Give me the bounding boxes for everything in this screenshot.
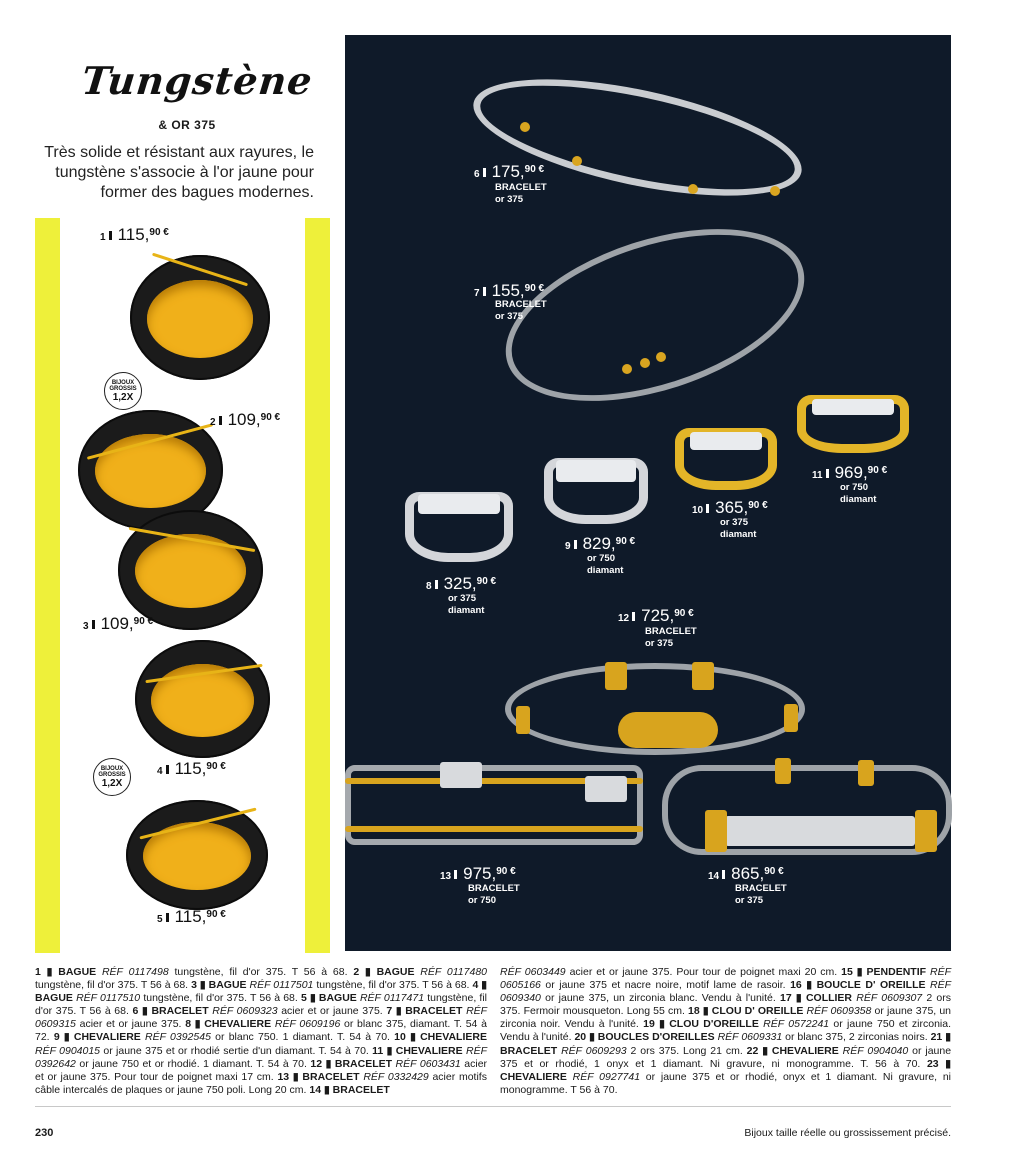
caption-11: or 750 diamant — [840, 482, 877, 505]
entry-heading: 21 ▮ BRACELET — [500, 1031, 951, 1057]
brand-subtitle: & OR 375 — [158, 118, 216, 132]
entry-reference: RÉF 0117498 — [101, 966, 169, 978]
price-tag-9: 9 829, 90 € — [565, 534, 636, 553]
price-tag-2: 2 109, 90 € — [210, 410, 281, 429]
entry-type: BAGUE — [318, 992, 357, 1005]
entry-type: CHEVALIERE — [420, 1031, 487, 1044]
entry-heading: 2 ▮ BAGUE — [353, 966, 415, 978]
entry-heading: 1 ▮ BAGUE — [35, 966, 97, 978]
gold-cap-icon — [705, 810, 727, 852]
entry-text: tungstène, fil d'or 375. T 56 à 68. — [316, 979, 470, 992]
entry-type: CHEVALIERE — [73, 1031, 141, 1044]
entry-reference: RÉF 0603449 — [500, 966, 566, 978]
entry-heading: 16 ▮ BOUCLE D' OREILLE — [790, 979, 926, 992]
entry-reference: RÉF 0609331 — [717, 1031, 783, 1044]
description-entry — [133, 1005, 387, 1017]
caption-12: BRACELET or 375 — [645, 626, 697, 649]
entry-reference: RÉF 0609196 — [274, 1018, 341, 1031]
entry-reference: RÉF 0609315 — [35, 1005, 488, 1031]
entry-type: BAGUE — [35, 992, 73, 1005]
entry-type: BRACELET — [302, 1070, 360, 1083]
entry-type: BOUCLE D' OREILLE — [816, 979, 926, 992]
entry-number: 8 — [185, 1018, 192, 1031]
entry-type: BRACELET — [405, 1005, 463, 1018]
entry-number: 4 — [472, 979, 479, 992]
entry-number: 5 — [300, 992, 307, 1005]
entry-number: 20 — [574, 1031, 587, 1044]
entry-text: acier motifs câble intercalés de plaques or jaune 750 poli. Long 20 cm. — [35, 1070, 487, 1096]
zoom-badge: BIJOUX GROSSIS 1,2X — [93, 758, 131, 796]
clasp-icon — [585, 776, 627, 802]
description-entry — [500, 966, 841, 978]
signet-9-plate — [556, 460, 636, 482]
signet-8-plate — [418, 494, 500, 514]
entry-type: BAGUE — [376, 966, 415, 978]
entry-type: BRACELET — [151, 1005, 209, 1018]
caption-10: or 375 diamant — [720, 517, 757, 540]
description-entry — [35, 966, 353, 978]
entry-heading: 5 ▮ BAGUE — [300, 992, 357, 1005]
gold-knot-icon — [618, 712, 718, 748]
entry-number: 19 — [643, 1018, 655, 1031]
entry-heading: 15 ▮ PENDENTIF — [841, 966, 927, 978]
gold-clasp-icon — [858, 760, 874, 786]
entry-heading: 14 ▮ BRACELET — [309, 1083, 390, 1096]
caption-14: BRACELET or 375 — [735, 883, 787, 906]
entry-heading: 6 ▮ BRACELET — [132, 1005, 209, 1018]
ring-1-image[interactable] — [130, 255, 270, 380]
entry-type: BOUCLES D'OREILLES — [597, 1031, 715, 1044]
entry-reference: RÉF 0904040 — [842, 1044, 909, 1057]
clasp-icon — [440, 762, 482, 788]
brand-title: Tungstène — [79, 58, 315, 103]
entry-heading: 10 ▮ CHEVALIERE — [394, 1031, 487, 1044]
entry-reference: RÉF 0603431 — [395, 1057, 461, 1070]
price-tag-6: 6 175, 90 € — [474, 162, 545, 181]
page-number: 230 — [35, 1127, 54, 1139]
caption-7: BRACELET or 375 — [495, 299, 547, 322]
caption-6: BRACELET or 375 — [495, 182, 547, 205]
entry-heading: 3 ▮ BAGUE — [191, 979, 247, 992]
entry-reference: RÉF 0927741 — [572, 1070, 641, 1083]
entry-type: PENDENTIF — [866, 966, 927, 978]
entry-reference: RÉF 0609358 — [806, 1005, 872, 1018]
entry-reference: RÉF 0609307 — [856, 992, 923, 1005]
entry-number: 7 — [386, 1005, 393, 1018]
entry-number: 18 — [688, 1005, 700, 1018]
entry-text: 2 ors 375. Long 21 cm. — [630, 1044, 743, 1057]
description-entry — [574, 1031, 930, 1043]
caption-8: or 375 diamant — [448, 593, 485, 616]
entry-type: BAGUE — [208, 979, 247, 992]
entry-heading: 12 ▮ BRACELET — [310, 1057, 393, 1070]
entry-text: or jaune 750 et zirconia. Vendu à l'unité. — [500, 1018, 951, 1044]
entry-type: CHEVALIERE — [395, 1044, 463, 1057]
gold-screw-icon — [640, 358, 650, 368]
entry-type: CLOU D' OREILLE — [711, 1005, 804, 1018]
entry-text: acier et or jaune 375. Pour tour de poignet maxi 17 cm. — [35, 1057, 488, 1083]
entry-number: 2 — [353, 966, 360, 978]
entry-number: 11 — [372, 1044, 384, 1057]
entry-number: 22 — [746, 1044, 759, 1057]
entry-number: 6 — [132, 1005, 139, 1018]
price-tag-4: 4 115, 90 € — [157, 759, 226, 778]
ring-4-image[interactable] — [135, 640, 270, 758]
entry-heading: 8 ▮ CHEVALIERE — [185, 1018, 272, 1031]
entry-number: 15 — [841, 966, 853, 978]
gold-clasp-icon — [605, 662, 627, 690]
entry-number: 10 — [394, 1031, 406, 1044]
entry-number: 21 — [930, 1031, 943, 1044]
entry-reference: RÉF 0609340 — [500, 979, 952, 1005]
entry-text: or jaune 375 et or rhodié, onyx et 1 diamant. Ni gravure, ni monogramme. T 56 à 70. — [500, 1070, 951, 1096]
entry-number: 14 — [309, 1083, 322, 1096]
entry-type: BAGUE — [58, 966, 97, 978]
entry-text: or blanc 375, diamant. T. 54 à 72. — [35, 1018, 487, 1044]
price-tag-12: 12 725, 90 € — [618, 606, 694, 625]
entry-reference: RÉF 0904015 — [35, 1044, 101, 1057]
footer-divider — [35, 1106, 951, 1107]
description-column-2 — [500, 966, 951, 1097]
entry-type: CLOU D'OREILLE — [669, 1018, 759, 1031]
entry-text: 2 ors 375. Fermoir mousqueton. Long 55 cm. — [500, 992, 952, 1018]
entry-reference: RÉF 0392642 — [35, 1044, 487, 1070]
entry-text: or blanc 750. 1 diamant. T. 54 à 70. — [215, 1031, 390, 1044]
entry-heading: 4 ▮ BAGUE — [35, 979, 488, 1005]
gold-screw-icon — [688, 184, 698, 194]
gold-screw-icon — [520, 122, 530, 132]
entry-reference: RÉF 0332429 — [363, 1070, 429, 1083]
gold-bar-icon — [345, 826, 643, 832]
intro-text: Très solide et résistant aux rayures, le tungstène s'associe à l'or jaune pour former des bagues modernes. — [44, 144, 314, 201]
price-tag-8: 8 325, 90 € — [426, 574, 497, 593]
price-tag-1: 1 115, 90 € — [100, 225, 169, 244]
entry-number: 1 — [35, 966, 41, 978]
accent-bar-left — [35, 218, 60, 953]
entry-reference: RÉF 0609293 — [561, 1044, 627, 1057]
gold-cap-icon — [784, 704, 798, 732]
entry-reference: RÉF 0572241 — [763, 1018, 830, 1031]
entry-number: 23 — [926, 1057, 939, 1070]
entry-heading: 19 ▮ CLOU D'OREILLE — [643, 1018, 759, 1031]
entry-reference: RÉF 0117471 — [359, 992, 425, 1005]
price-tag-7: 7 155, 90 € — [474, 281, 545, 300]
gold-screw-icon — [656, 352, 666, 362]
entry-reference: RÉF 0117510 — [76, 992, 141, 1005]
entry-reference: RÉF 0392545 — [145, 1031, 211, 1044]
entry-text: or jaune 750 et or rhodié. 1 diamant. T. 54 à 70. — [79, 1057, 307, 1070]
entry-text: acier et or jaune 375. — [79, 1018, 182, 1031]
entry-number: 13 — [277, 1070, 290, 1083]
gold-cap-icon — [915, 810, 937, 852]
entry-text: tungstène, fil d'or 375. T 56 à 68. — [35, 992, 487, 1018]
entry-type: COLLIER — [805, 992, 853, 1005]
footer-note: Bijoux taille réelle ou grossissement précisé. — [744, 1127, 951, 1139]
gold-screw-icon — [572, 156, 582, 166]
description-column-1 — [35, 966, 487, 1097]
gold-clasp-icon — [692, 662, 714, 690]
entry-heading: 20 ▮ BOUCLES D'OREILLES — [574, 1031, 715, 1044]
entry-heading: 9 ▮ CHEVALIERE — [53, 1031, 141, 1044]
entry-heading: 18 ▮ CLOU D' OREILLE — [688, 1005, 804, 1018]
entry-text: tungstène, fil d'or 375. T 56 à 68. — [35, 979, 189, 992]
gold-cap-icon — [516, 706, 530, 734]
accent-bar-right — [305, 218, 330, 953]
entry-text: or jaune 375 et nacre noire, motif lame de rasoir. — [545, 979, 786, 992]
entry-heading: 23 ▮ CHEVALIERE — [500, 1057, 952, 1083]
signet-11-plate — [812, 399, 894, 415]
ring-5-image[interactable] — [126, 800, 268, 910]
entry-type: BRACELET — [334, 1057, 393, 1070]
entry-text: acier et or jaune 375. Pour tour de poignet maxi 20 cm. — [569, 966, 838, 978]
entry-heading: 7 ▮ BRACELET — [386, 1005, 463, 1018]
entry-text: or jaune 375, un zirconia noir. Vendu à l'unité. — [500, 1005, 952, 1031]
entry-heading: 22 ▮ CHEVALIERE — [746, 1044, 839, 1057]
zoom-badge: BIJOUX GROSSIS 1,2X — [104, 372, 142, 410]
entry-reference: RÉF 0117480 — [420, 966, 488, 978]
entry-number: 17 — [780, 992, 792, 1005]
entry-text: or jaune 375 et or rhodié, 1 onyx et 1 diamant. Ni gravure, ni monogramme. T. 56 à 70. — [500, 1044, 952, 1070]
entry-text: or jaune 375 et or rhodié sertie d'un diamant. T. 54 à 70. — [103, 1044, 369, 1057]
entry-text: or blanc 375, 2 zirconias noirs. — [785, 1031, 928, 1044]
description-entry — [191, 979, 472, 991]
plate-icon — [725, 816, 915, 846]
entry-reference: RÉF 0117501 — [249, 979, 314, 992]
entry-text: tungstène, fil d'or 375. T 56 à 68. — [174, 966, 348, 978]
entry-number: 12 — [310, 1057, 323, 1070]
gold-screw-icon — [622, 364, 632, 374]
caption-9: or 750 diamant — [587, 553, 624, 576]
price-tag-3: 3 109, 90 € — [83, 614, 154, 633]
entry-type: CHEVALIERE — [204, 1018, 272, 1031]
entry-reference: RÉF 0609323 — [212, 1005, 278, 1018]
entry-reference: RÉF 0605166 — [500, 966, 951, 992]
price-tag-10: 10 365, 90 € — [692, 498, 768, 517]
entry-number: 3 — [191, 979, 197, 992]
entry-heading: 17 ▮ COLLIER — [780, 992, 853, 1005]
caption-13: BRACELET or 750 — [468, 883, 520, 906]
price-tag-5: 5 115, 90 € — [157, 907, 226, 926]
entry-type: BRACELET — [332, 1083, 390, 1096]
entry-type: BRACELET — [500, 1044, 558, 1057]
entry-type: CHEVALIERE — [771, 1044, 839, 1057]
gold-screw-icon — [770, 186, 780, 196]
signet-10-plate — [690, 432, 762, 450]
price-tag-13: 13 975, 90 € — [440, 864, 516, 883]
description-entry — [309, 1084, 389, 1096]
entry-text: acier et or jaune 375. — [281, 1005, 383, 1018]
price-tag-11: 11 969, 90 € — [812, 463, 888, 482]
gold-clasp-icon — [775, 758, 791, 784]
entry-type: CHEVALIERE — [500, 1070, 567, 1083]
entry-number: 9 — [53, 1031, 60, 1044]
entry-text: or jaune 375, un zirconia blanc. Vendu à l'unité. — [545, 992, 776, 1005]
entry-number: 16 — [790, 979, 802, 992]
entry-heading: 13 ▮ BRACELET — [277, 1070, 360, 1083]
description-entry — [54, 1031, 394, 1043]
price-tag-14: 14 865, 90 € — [708, 864, 784, 883]
entry-text: tungstène, fil d'or 375. T 56 à 68. — [143, 992, 298, 1005]
entry-heading: 11 ▮ CHEVALIERE — [372, 1044, 463, 1057]
